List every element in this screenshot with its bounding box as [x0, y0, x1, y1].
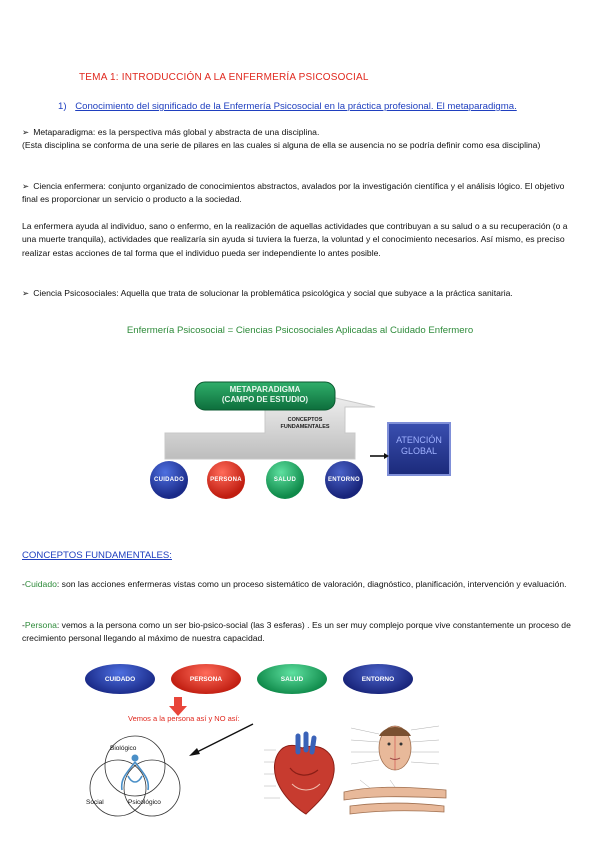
ciencia-enfermera-text: Ciencia enfermera: conjunto organizado de conocimientos abstractos, avalados por la investigación científica y el análisis lógico. El objetivo final es proporcionar un servicio o producto a la sociedad. — [22, 181, 565, 205]
ball-persona: PERSONA — [207, 461, 245, 499]
paragraph-ciencia-enfermera — [22, 180, 582, 207]
paragraph-cuidado: -Cuidado: son las acciones enfermeras vistas como un proceso sistemático de valoración, diagnóstico, planificación, intervención y evaluación. — [22, 579, 567, 589]
bullet-arrow-icon: ➢ — [22, 127, 30, 137]
paragraph-persona: -Persona: vemos a la persona como un ser bio-psico-social (las 3 esferas) . Es un ser muy complejo porque vive constantemente un proceso de crecimiento personal llegando al máximo de nuestra capacidad. — [22, 620, 571, 644]
button-persona: PERSONA — [171, 664, 241, 694]
formula-text: Enfermería Psicosocial = Ciencias Psicosociales Aplicadas al Cuidado Enfermero — [126, 325, 474, 336]
button-salud: SALUD — [257, 664, 327, 694]
heart-anatomy-image — [262, 728, 342, 818]
body-anatomy-image — [340, 778, 450, 818]
subtitle-number: 1) — [58, 101, 67, 112]
ball-cuidado: CUIDADO — [150, 461, 188, 499]
button-entorno: ENTORNO — [343, 664, 413, 694]
attention-text — [388, 435, 450, 457]
ball-entorno: ENTORNO — [325, 461, 363, 499]
metaparadigma-note: (Esta disciplina se conforma de una serie de pilares en las cuales si alguna de ella se ausencia no se podría definir como esa disciplina) — [22, 140, 541, 151]
banner-line1: METAPARADIGMA — [229, 385, 301, 394]
bullet-arrow-icon: ➢ — [22, 288, 30, 298]
concepts-label — [265, 417, 345, 431]
concept-buttons-row — [85, 664, 420, 698]
black-arrow-icon — [185, 722, 255, 758]
label-psicologico: Psicológico — [128, 799, 161, 806]
figure-caption: Vemos a la persona así y NO así: — [128, 714, 240, 723]
paragraph-ciencia-psicosociales — [22, 287, 582, 300]
persona-text: : vemos a la persona como un ser bio-psico-social (las 3 esferas) . Es un ser muy complejo porque vive constantemente un proceso de crecimiento personal llegando al máximo de nuestra capacidad. — [22, 620, 571, 644]
label-social: Social — [86, 799, 104, 806]
paragraph-metaparadigma — [22, 126, 582, 153]
persona-label: Persona — [24, 620, 57, 630]
label-biologico: Biológico — [110, 745, 137, 752]
bullet-arrow-icon: ➢ — [22, 181, 30, 191]
paragraph-enfermera-ayuda: La enfermera ayuda al individuo, sano o enfermo, en la realización de aquellas actividades que contribuyan a su salud o a su recuperación (o a una muerte tranquila), actividades que realizaría sin ayuda si tuviera la fuerza, la voluntad y el conocimiento necesarios. Así mismo, es preciso realizar estas acciones de tal forma que el individuo pueda ser independiente lo antes posible. — [22, 221, 568, 258]
button-cuidado: CUIDADO — [85, 664, 155, 694]
section-subtitle — [58, 101, 517, 112]
concepts-heading: CONCEPTOS FUNDAMENTALES: — [22, 550, 172, 561]
ciencia-psicosociales-text: Ciencia Psicosociales: Aquella que trata de solucionar la problemática psicológica y social que subyace a la práctica sanitaria. — [33, 288, 513, 298]
cuidado-text: : son las acciones enfermeras vistas como un proceso sistemático de valoración, diagnóstico, planificación, intervención y evaluación. — [56, 579, 567, 589]
attention-line1: ATENCIÓN — [396, 435, 442, 445]
face-anatomy-image — [345, 718, 445, 778]
subtitle-link[interactable]: Conocimiento del significado de la Enfermería Psicosocial en la práctica profesional. El metaparadigma. — [75, 101, 517, 112]
metaparadigma-text: Metaparadigma: es la perspectiva más global y abstracta de una disciplina. — [33, 127, 320, 137]
banner-text — [195, 385, 335, 405]
ball-salud: SALUD — [266, 461, 304, 499]
concepts-line1: CONCEPTOS — [287, 417, 323, 423]
cuidado-label: Cuidado — [24, 579, 57, 589]
attention-line2: GLOBAL — [400, 446, 438, 456]
page-title: TEMA 1: INTRODUCCIÓN A LA ENFERMERÍA PSICOSOCIAL — [79, 72, 369, 83]
banner-line2: (CAMPO DE ESTUDIO) — [221, 395, 309, 404]
metaparadigm-diagram — [140, 381, 480, 503]
concepts-line2: FUNDAMENTALES — [280, 424, 330, 430]
